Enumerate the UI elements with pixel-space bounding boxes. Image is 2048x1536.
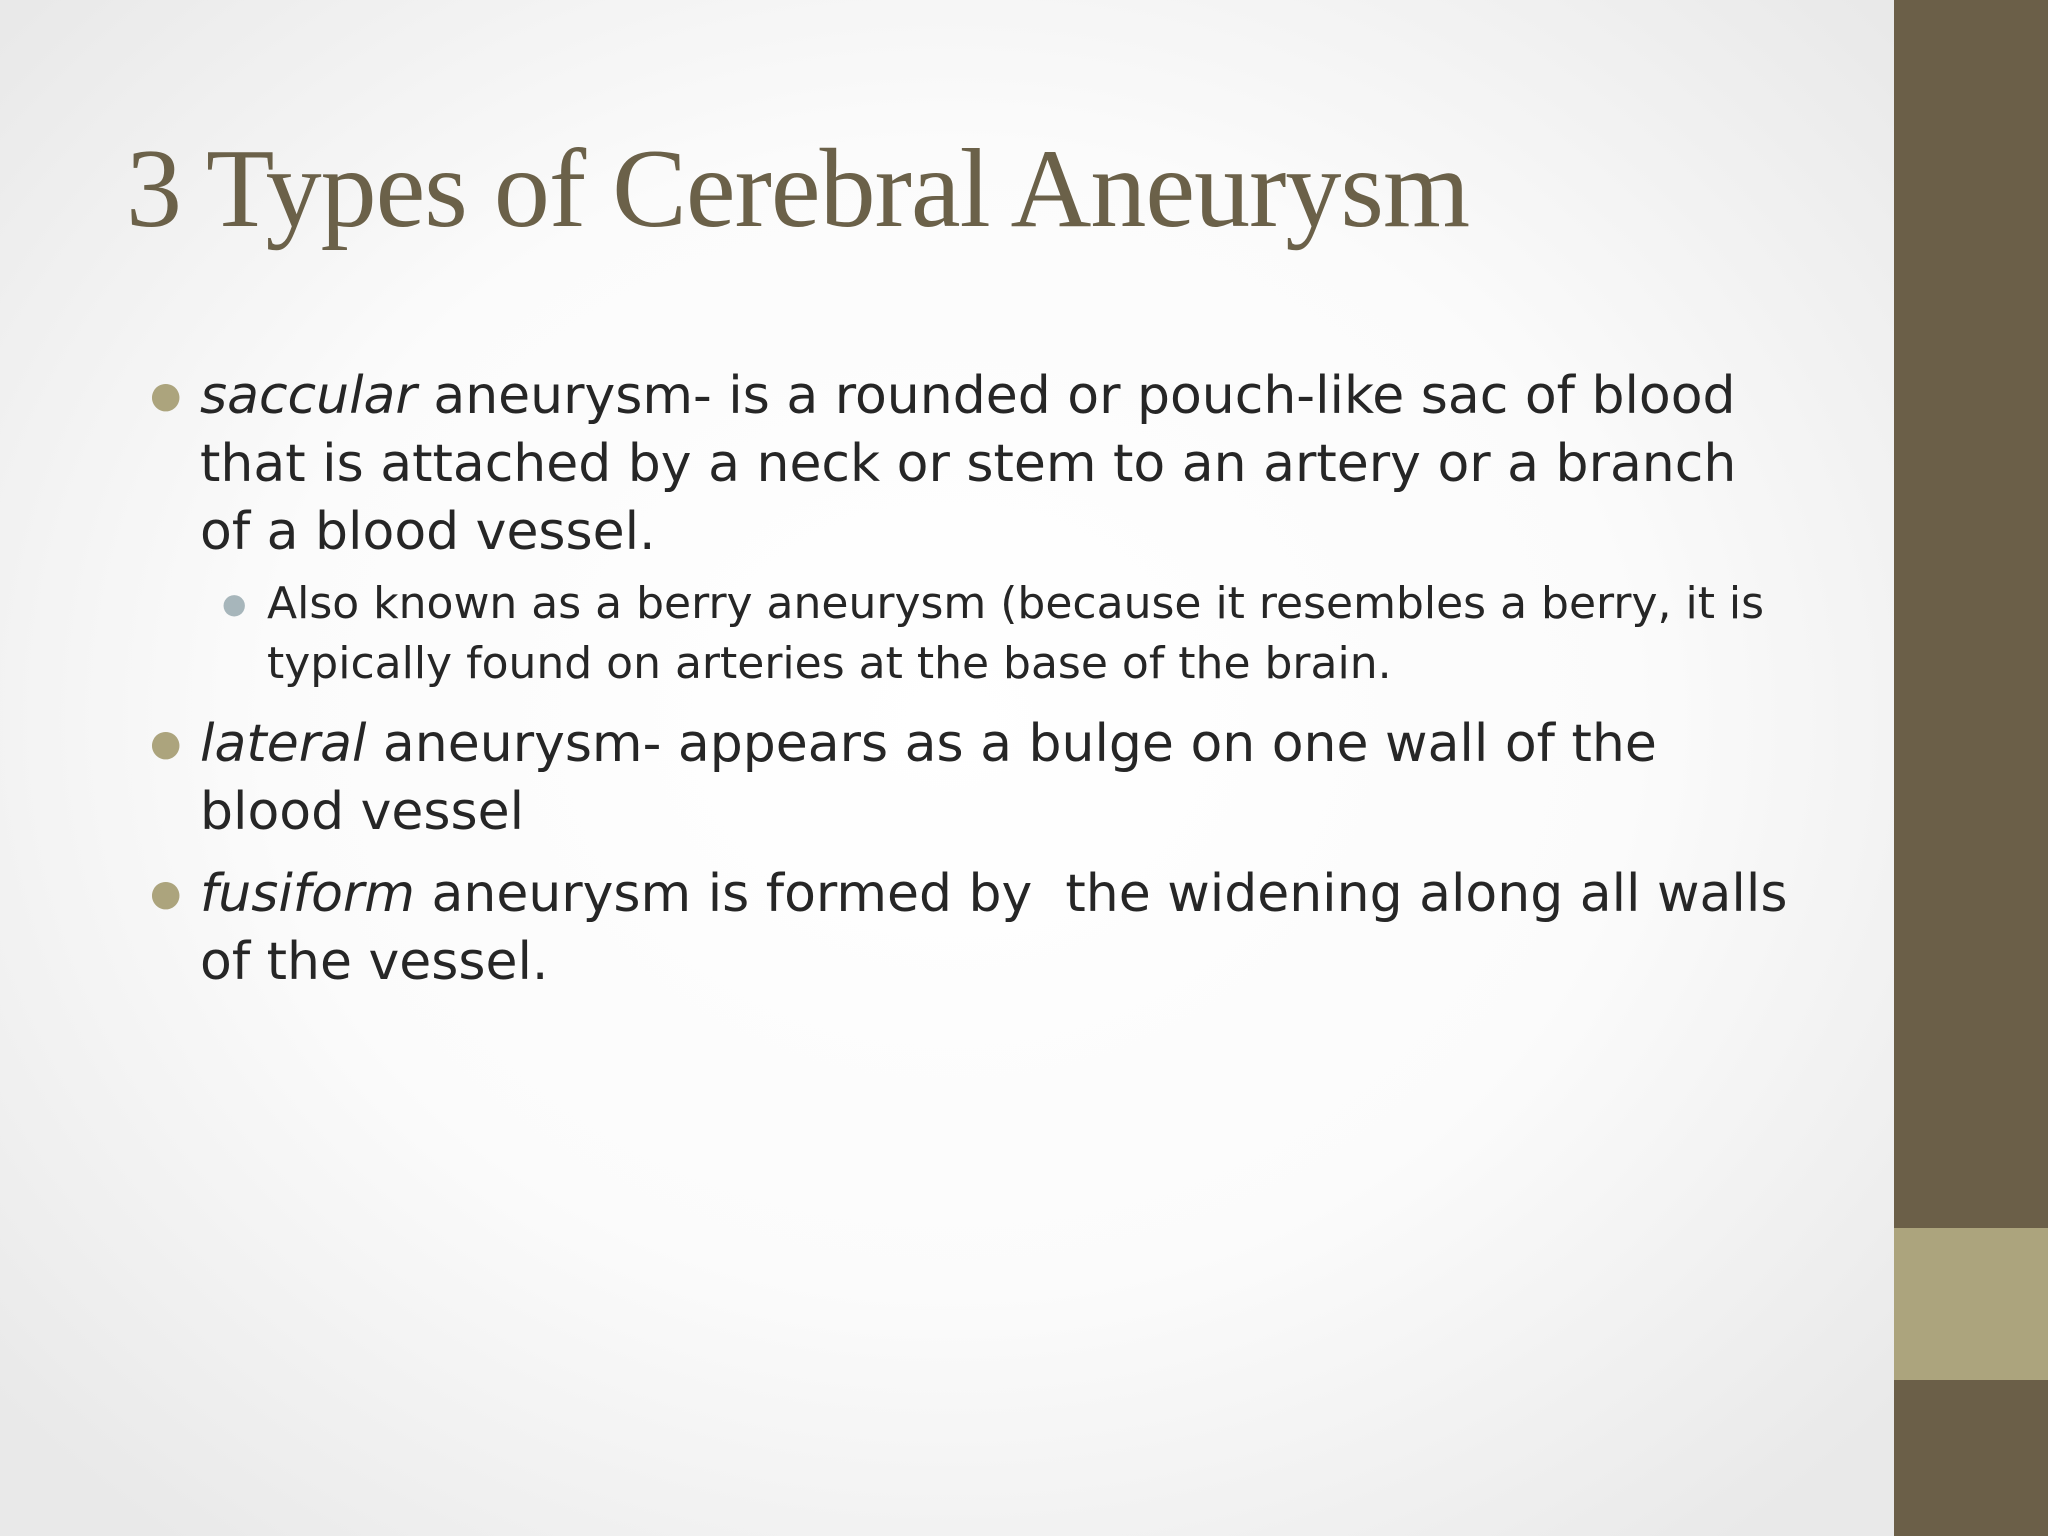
term-fusiform: fusiform (200, 864, 415, 924)
bullet-dot-icon: ● (150, 873, 182, 914)
slide-title: 3 Types of Cerebral Aneurysm (126, 127, 1470, 251)
decorative-sidebar (1894, 0, 2048, 1536)
bullet-dot-icon: ● (150, 723, 182, 764)
term-lateral: lateral (200, 714, 367, 774)
bullet-text: aneurysm- appears as a bulge on one wall of the blood vessel (200, 714, 1657, 842)
bullet-text: aneurysm is formed by the widening along all walls of the vessel. (200, 864, 1804, 992)
term-saccular: saccular (200, 366, 417, 426)
bullet-item-saccular (140, 362, 1800, 566)
sidebar-accent-block (1894, 1228, 2048, 1380)
sub-bullet-dot-icon: ● (222, 587, 247, 620)
sub-bullet-item-berry (222, 574, 1800, 694)
bullet-item-lateral (140, 710, 1800, 846)
bullet-dot-icon: ● (150, 375, 182, 416)
bullet-item-fusiform (140, 860, 1804, 996)
bullet-list (140, 362, 1804, 1010)
bullet-text: aneurysm- is a rounded or pouch-like sac of blood that is attached by a neck or stem to an artery or a branch of a blood vessel. (200, 366, 1737, 562)
sub-bullet-text: Also known as a berry aneurysm (because it resembles a berry, it is typically found on arteries at the base of the brain. (267, 578, 1765, 689)
